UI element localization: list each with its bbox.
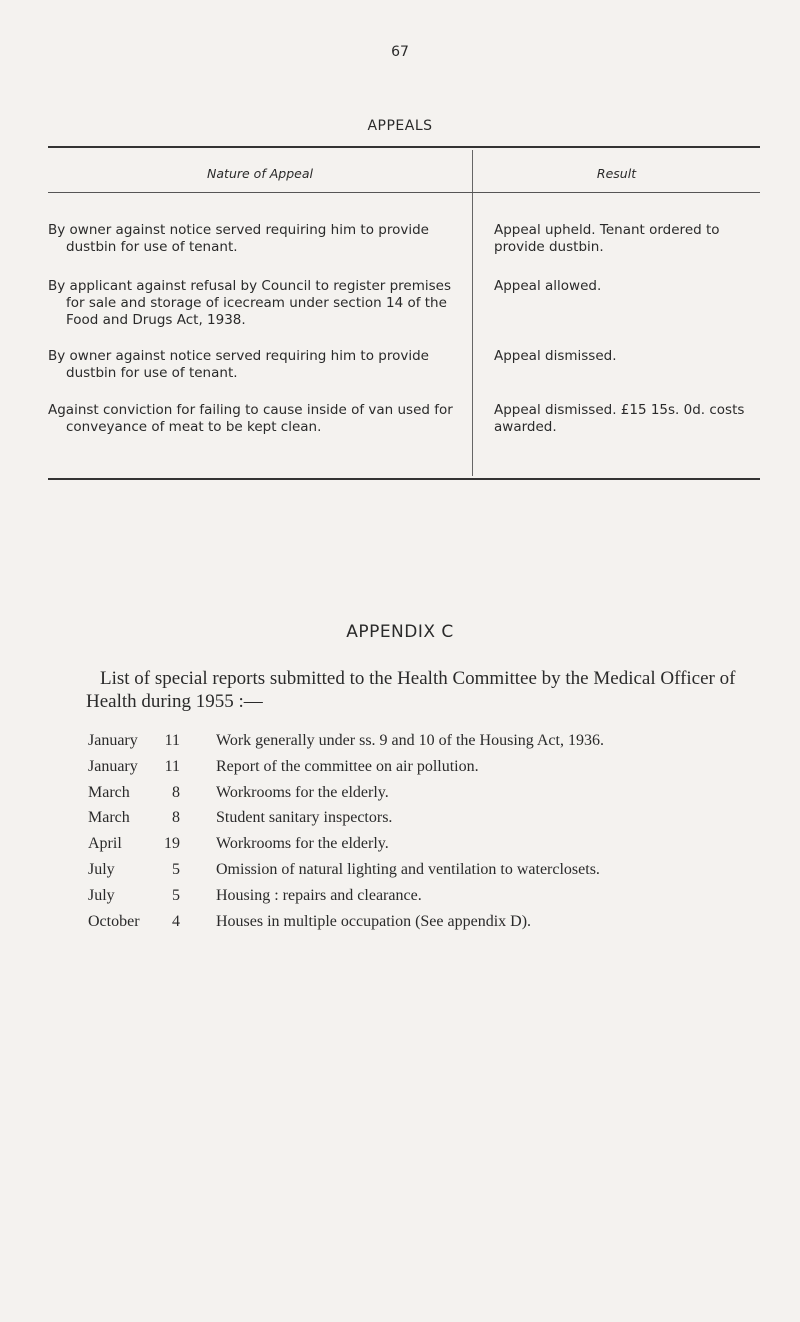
appeal-row-4-result: Appeal dismissed. £15 15s. 0d. costs awarded. (494, 402, 745, 435)
report-month: July (88, 886, 115, 904)
appeals-title: APPEALS (367, 118, 433, 134)
report-title: Workrooms for the elderly. (216, 783, 389, 801)
report-title: Housing : repairs and clearance. (216, 886, 422, 904)
report-title: Report of the committee on air pollution. (216, 757, 479, 775)
report-title: Student sanitary inspectors. (216, 809, 393, 827)
report-day: 5 (172, 860, 180, 878)
appeal-row-3-result: Appeal dismissed. (494, 348, 617, 364)
reports-list (88, 728, 768, 934)
report-title: Workrooms for the elderly. (216, 835, 389, 853)
report-day: 11 (164, 732, 180, 749)
list-item (88, 831, 768, 857)
report-month: October (88, 912, 140, 930)
report-month: July (88, 860, 115, 878)
list-item (88, 805, 768, 831)
appeals-table (48, 146, 760, 482)
header-nature-of-appeal: Nature of Appeal (207, 166, 313, 181)
table-top-rule (48, 146, 760, 148)
report-title: Houses in multiple occupation (See appendix D). (216, 912, 532, 930)
appeal-row-1-result: Appeal upheld. Tenant ordered to provide dustbin. (494, 222, 720, 255)
report-month: April (88, 835, 122, 853)
list-item (88, 883, 768, 909)
appendix-title: APPENDIX C (346, 622, 454, 642)
report-month: March (88, 809, 130, 827)
appendix-intro: List of special reports submitted to the Health Committee by the Medical Officer of Health during 1955 :— (86, 668, 736, 712)
report-day: 4 (172, 912, 180, 930)
report-day: 8 (172, 809, 180, 827)
appeal-row-1-nature: By owner against notice served requiring him to provide dustbin for use of tenant. (48, 222, 429, 255)
report-month: March (88, 783, 130, 801)
report-title: Work generally under ss. 9 and 10 of the Housing Act, 1936. (216, 732, 604, 749)
report-day: 19 (164, 835, 180, 853)
header-rule (48, 192, 760, 193)
list-item (88, 909, 768, 935)
list-item (88, 857, 768, 883)
appeal-row-2-result: Appeal allowed. (494, 278, 602, 294)
appeal-row-3-nature: By owner against notice served requiring him to provide dustbin for use of tenant. (48, 348, 429, 381)
header-result: Result (596, 166, 637, 181)
appeal-row-2-nature: By applicant against refusal by Council to register premises for sale and storage of icecream under section 14 of the Food and Drugs Act, 1938. (48, 278, 452, 328)
report-title: Omission of natural lighting and ventilation to waterclosets. (216, 860, 600, 878)
list-item (88, 754, 768, 780)
list-item (88, 728, 768, 754)
appeal-row-4-nature: Against conviction for failing to cause inside of van used for conveyance of meat to be kept clean. (48, 402, 453, 435)
list-item (88, 780, 768, 806)
page-number: 67 (391, 44, 409, 60)
report-day: 8 (172, 783, 180, 801)
report-day: 5 (172, 886, 180, 904)
report-month: January (88, 757, 138, 775)
report-day: 11 (164, 757, 180, 775)
report-month: January (88, 732, 138, 749)
table-bottom-rule (48, 478, 760, 480)
column-divider (472, 150, 473, 476)
